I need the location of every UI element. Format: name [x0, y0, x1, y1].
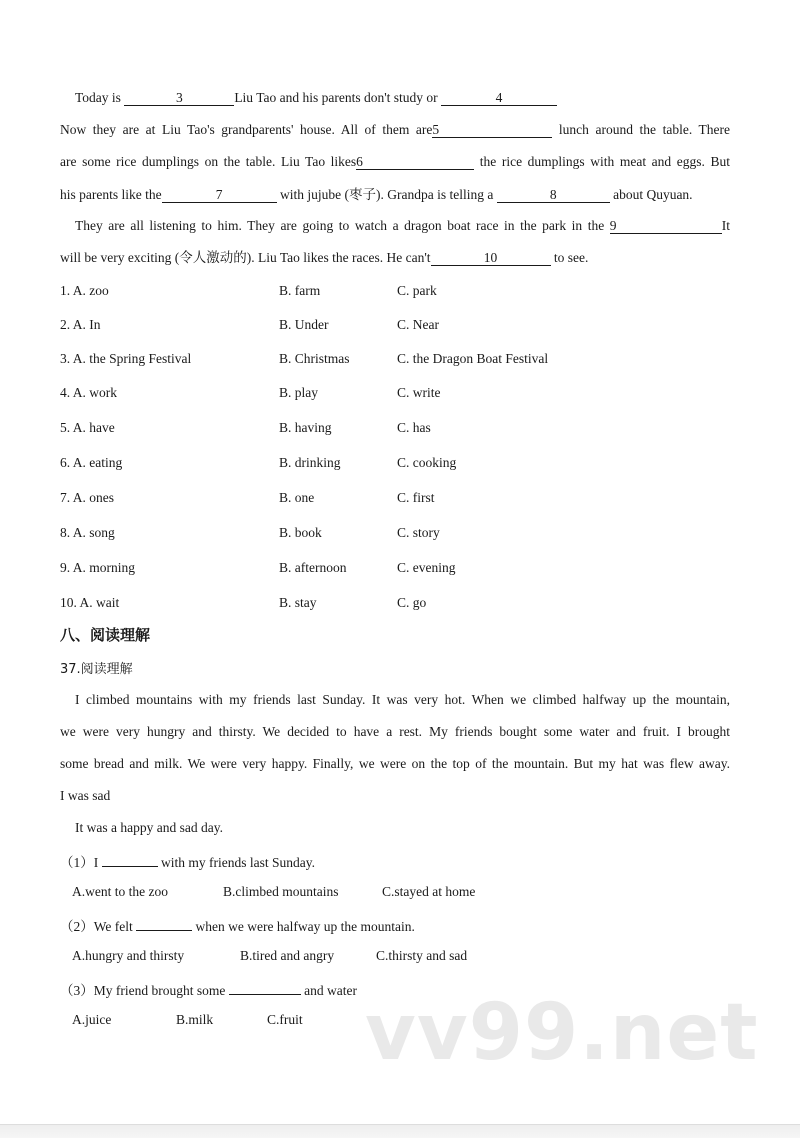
passage1-line-1 [75, 89, 730, 107]
option-a: 4. A. work [60, 385, 117, 400]
option-a: 8. A. song [60, 525, 115, 540]
option-b: B. stay [279, 595, 317, 610]
text: and water [300, 983, 357, 998]
option-c: C.stayed at home [382, 884, 476, 899]
option-c: C. story [397, 525, 440, 540]
option-a: 10. A. wait [60, 595, 120, 610]
option-a: 2. A. In [60, 317, 101, 332]
option-b: B.climbed mountains [223, 884, 339, 899]
passage1-line-3 [60, 153, 730, 171]
passage2-line-4: I was sad [60, 788, 111, 803]
text: the rice dumplings with meat and eggs. But [474, 154, 730, 169]
option-c: C. park [397, 283, 437, 298]
passage2-line-3: some bread and milk. We were very happy. Finally, we were on the top of the mountain. But my hat was flew away. [60, 756, 730, 771]
blank-4: 4 [441, 90, 557, 106]
option-c: C. Near [397, 317, 439, 332]
watermark: vv99.net [365, 988, 759, 1078]
text: lunch around the table. There [552, 122, 730, 137]
section-title: 八、阅读理解 [60, 626, 151, 644]
answer-blank [136, 915, 192, 931]
passage1-line-5 [75, 217, 730, 235]
text: about Quyuan. [609, 187, 693, 202]
option-c: C.fruit [267, 1012, 303, 1027]
blank-6: 6 [356, 154, 474, 170]
question-2-stem [60, 915, 730, 936]
option-c: C. evening [397, 560, 456, 575]
answer-blank [102, 851, 158, 867]
passage1-line-2 [60, 121, 730, 139]
text: Today is [75, 90, 125, 105]
blank-5: 5 [432, 122, 552, 138]
option-a: 5. A. have [60, 420, 115, 435]
text: to see. [550, 250, 589, 265]
answer-blank [229, 979, 301, 995]
option-a: A.went to the zoo [72, 884, 168, 899]
text: his parents like the [60, 187, 162, 202]
option-c: C. go [397, 595, 427, 610]
option-a: 7. A. ones [60, 490, 114, 505]
option-b: B. Christmas [279, 351, 350, 366]
option-b: B.tired and angry [240, 948, 335, 963]
option-b: B. farm [279, 283, 321, 298]
option-b: B. having [279, 420, 332, 435]
text: when we were halfway up the mountain. [192, 919, 415, 934]
blank-7: 7 [162, 187, 277, 203]
text: with my friends last Sunday. [157, 855, 315, 870]
passage1-line-6 [60, 249, 730, 267]
question-1-stem [60, 851, 730, 872]
blank-9: 9 [610, 218, 722, 234]
option-b: B.milk [176, 1012, 214, 1027]
option-c: C. write [397, 385, 441, 400]
option-c: C. has [397, 420, 431, 435]
page-bottom-edge [0, 1124, 800, 1138]
section-subtitle: 37.阅读理解 [60, 662, 133, 677]
option-b: B. book [279, 525, 322, 540]
option-b: B. Under [279, 317, 329, 332]
option-b: B. play [279, 385, 318, 400]
passage2-line-2: we were very hungry and thirsty. We decided to have a rest. My friends bought some water and fruit. I brought [60, 724, 730, 739]
text: （2）We felt [60, 919, 137, 934]
option-c: C. first [397, 490, 435, 505]
passage2-line-1: I climbed mountains with my friends last Sunday. It was very hot. When we climbed halfway up the mountain, [75, 692, 730, 707]
text: They are all listening to him. They are going to watch a dragon boat race in the park in the [75, 218, 610, 233]
text: Liu Tao and his parents don't study or [234, 90, 442, 105]
text: （3）My friend brought some [60, 983, 229, 998]
text: with jujube (枣子). Grandpa is telling a [276, 187, 497, 202]
option-c: C. the Dragon Boat Festival [397, 351, 549, 366]
passage2-line-5: It was a happy and sad day. [75, 820, 223, 835]
text: （1）I [60, 855, 102, 870]
option-a: 6. A. eating [60, 455, 123, 470]
option-a: 9. A. morning [60, 560, 136, 575]
option-b: B. drinking [279, 455, 341, 470]
passage1-line-4 [60, 186, 730, 204]
option-a: A.juice [72, 1012, 112, 1027]
option-c: C. cooking [397, 455, 457, 470]
blank-10: 10 [431, 250, 551, 266]
option-a: 1. A. zoo [60, 283, 109, 298]
text: It [721, 218, 730, 233]
option-b: B. afternoon [279, 560, 347, 575]
blank-8: 8 [497, 187, 610, 203]
option-c: C.thirsty and sad [376, 948, 468, 963]
option-a: 3. A. the Spring Festival [60, 351, 192, 366]
option-a: A.hungry and thirsty [72, 948, 185, 963]
blank-3: 3 [124, 90, 234, 106]
option-b: B. one [279, 490, 315, 505]
text: Now they are at Liu Tao's grandparents' house. All of them are [60, 122, 433, 137]
text: will be very exciting (令人激动的). Liu Tao likes the races. He can't [60, 250, 431, 265]
text: are some rice dumplings on the table. Liu Tao likes [60, 154, 357, 169]
